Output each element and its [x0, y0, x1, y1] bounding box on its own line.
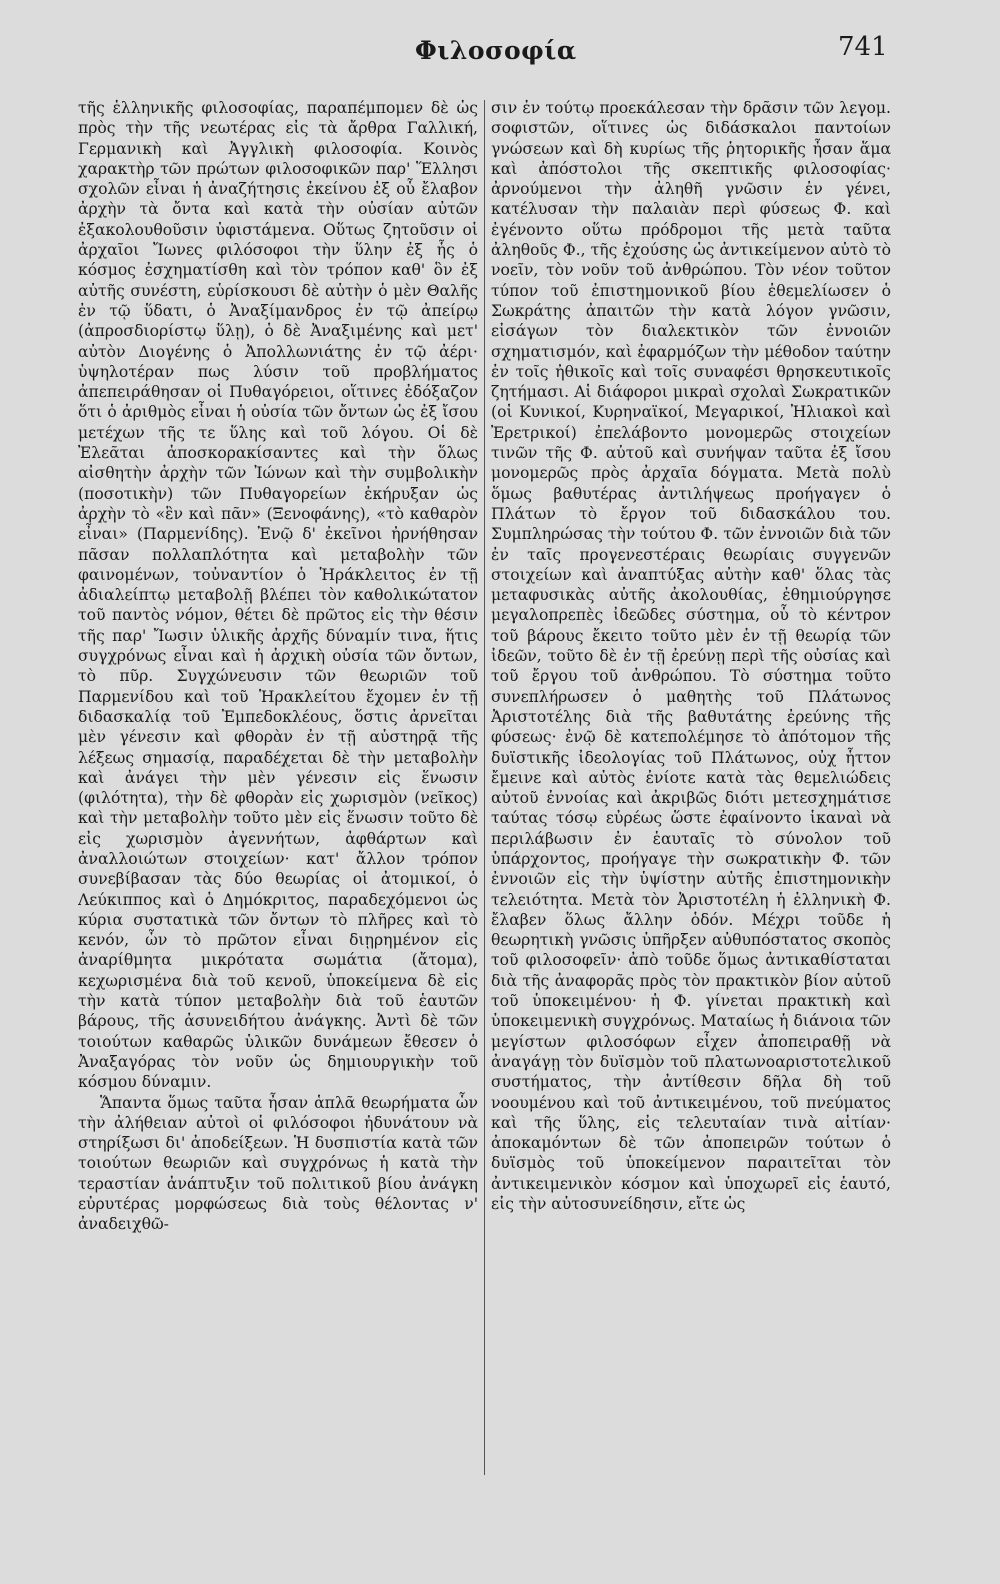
running-head: Φιλοσοφία [415, 36, 577, 65]
right-column [491, 98, 891, 1568]
left-column [78, 98, 478, 1568]
left-paragraph-2: Ἅπαντα ὅμως ταῦτα ἦσαν ἁπλᾶ θεωρήματα ὧν τὴν ἀλήθειαν αὐτοὶ οἱ φιλόσοφοι ἠδυνάτουν νὰ στηρίξωσι δι' ἀποδείξεων. Ἡ δυσπιστία κατὰ τῶν τοιούτων θεωριῶν καὶ συγχρόνως ἡ κατὰ τὴν τεραστίαν ἀνάπτυξιν τοῦ πολιτικοῦ βίου ἀνάγκη εὐρυτέρας μορφώσεως διὰ τοὺς θέλοντας ν' ἀναδειχθῶ- [78, 1093, 478, 1234]
right-paragraph-1: σιν ἐν τούτῳ προεκάλεσαν τὴν δρᾶσιν τῶν λεγομ. σοφιστῶν, οἵτινες ὡς διδάσκαλοι παντοίων γνώσεων καὶ δὴ κυρίως τῆς ῥητορικῆς ἦσαν ἅμα καὶ ἀπόστολοι τῆς σκεπτικῆς φιλοσοφίας· ἀρνούμενοι τὴν ἀληθῆ γνῶσιν ἐν γένει, κατέλυσαν τὴν παλαιὰν περὶ φύσεως Φ. καὶ ἐγένοντο οὕτω πρόδρομοι τῆς μετὰ ταῦτα ἀληθοῦς Φ., τῆς ἐχούσης ὡς ἀντικείμενον αὐτὸ τὸ νοεῖν, τὸν νοῦν τοῦ ἀνθρώπου. Τὸν νέον τοῦτον τύπον τοῦ ἐπιστημονικοῦ βίου ἐθεμελίωσεν ὁ Σωκράτης ἀπαιτῶν τὴν κατὰ λόγον γνῶσιν, εἰσάγων τὸν διαλεκτικὸν τῶν ἐννοιῶν σχηματισμόν, καὶ ἐφαρμόζων τὴν μέθοδον ταύτην ἐν τοῖς ἠθικοῖς καὶ τοῖς συναφέσι θρησκευτικοῖς ζητήμασι. Αἱ διάφοροι μικραὶ σχολαὶ Σωκρατικῶν (οἱ Κυνικοί, Κυρηναϊκοί, Μεγαρικοί, Ἠλιακοὶ καὶ Ἐρετρικοί) ἐπελάβοντο μονομερῶς στοιχείων τινῶν τῆς Φ. αὐτοῦ καὶ συνήψαν ταῦτα ἐξ ἴσου μονομερῶς πρὸς ἀρχαῖα δόγματα. Μετὰ πολὺ ὅμως βαθυτέρας ἀντιλήψεως προήγαγεν ὁ Πλάτων τὸ ἔργον τοῦ διδασκάλου του. Συμπληρώσας τὴν τούτου Φ. τῶν ἐννοιῶν διὰ τῶν ἐν ταῖς προγενεστέραις θεωρίαις συγγενῶν στοιχείων καὶ ἀναπτύξας αὐτὴν καθ' ὅλας τὰς μεταφυσικὰς αὐτῆς ἀκολουθίας, ἐθημιούργησε μεγαλοπρεπὲς ἰδεῶδες σύστημα, οὗ τὸ κέντρον τοῦ βάρους ἔκειτο τοῦτο μὲν ἐν τῇ θεωρίᾳ τῶν ἰδεῶν, τοῦτο δὲ ἐν τῇ ἐρεύνῃ περὶ τῆς οὐσίας καὶ τοῦ ἔργου τοῦ ἀνθρώπου. Τὸ σύστημα τοῦτο συνεπλήρωσεν ὁ μαθητὴς τοῦ Πλάτωνος Ἀριστοτέλης διὰ τῆς βαθυτάτης ἐρεύνης τῆς φύσεως· ἐνῷ δὲ κατεπολέμησε τὸ ἀπότομον τῆς δυϊστικῆς ἰδεολογίας τοῦ Πλάτωνος, οὐχ ἧττον ἔμεινε καὶ αὐτὸς ἐνίοτε κατὰ τὰς θεμελιώδεις αὐτοῦ ἐννοίας καὶ ἀκριβῶς διότι μετεσχημάτισε ταύτας τόσῳ εὐρέως ὥστε ἐφαίνοντο ἱκαναὶ νὰ περιλάβωσιν ἐν ἑαυταῖς τὸ σύνολον τοῦ ὑπάρχοντος, προήγαγε τὴν σωκρατικὴν Φ. τῶν ἐννοιῶν εἰς τὴν ὑψίστην αὐτῆς ἐπιστημονικὴν τελειότητα. Μετὰ τὸν Ἀριστοτέλη ἡ ἑλληνικὴ Φ. ἔλαβεν ὅλως ἄλλην ὁδόν. Μέχρι τοῦδε ἡ θεωρητικὴ γνῶσις ὑπῆρξεν αὐθυπόστατος σκοπὸς τοῦ φιλοσοφεῖν· ἀπὸ τοῦδε ὅμως ἀντικαθίσταται διὰ τῆς ἀναφορᾶς πρὸς τὸν πρακτικὸν βίον αὐτοῦ τοῦ ὑποκειμένου· ἡ Φ. γίνεται πρακτικὴ καὶ ὑποκειμενικὴ συγχρόνως. Ματαίως ἡ διάνοια τῶν μεγίστων φιλοσόφων εἶχεν ἀποπειραθῇ νὰ ἀναγάγῃ τὸν δυϊσμὸν τοῦ πλατωνοαριστοτελικοῦ συστήματος, τὴν ἀντίθεσιν δῆλα δὴ τοῦ νοουμένου καὶ τοῦ ἀντικειμένου, τοῦ πνεύματος καὶ τῆς ὕλης, εἰς τελευταίαν τινὰ αἰτίαν· ἀποκαμόντων δὲ τῶν ἀποπειρῶν τούτων ὁ δυϊσμὸς τοῦ ὑποκείμενον παραιτεῖται τὸν ἀντικειμενικὸν κόσμον καὶ ὑποχωρεῖ εἰς ἑαυτό, εἰς τὴν αὐτοσυνείδησιν, εἴτε ὡς [491, 99, 891, 1214]
column-divider [484, 100, 485, 1475]
page-header [0, 28, 1000, 68]
page-number: 741 [838, 32, 888, 62]
left-paragraph-1: τῆς ἑλληνικῆς φιλοσοφίας, παραπέμπομεν δὲ ὡς πρὸς τὴν τῆς νεωτέρας εἰς τὰ ἄρθρα Γαλλική, Γερμανικὴ καὶ Ἀγγλικὴ φιλοσοφία. Κοινὸς χαρακτὴρ τῶν πρώτων φιλοσοφικῶν παρ' Ἕλλησι σχολῶν εἶναι ἡ ἀναζήτησις ἐκείνου ἐξ οὗ ἔλαβον ἀρχὴν τὰ ὄντα καὶ κατὰ τὴν οὐσίαν αὐτῶν ἐξακολουθοῦσιν ὑφιστάμενα. Οὕτως ζητοῦσιν οἱ ἀρχαῖοι Ἴωνες φιλόσοφοι τὴν ὕλην ἐξ ἧς ὁ κόσμος ἐσχηματίσθη καὶ τὸν τρόπον καθ' ὃν ἐξ αὐτῆς συνέστη, εὑρίσκουσι δὲ αὐτὴν ὁ μὲν Θαλῆς ἐν τῷ ὕδατι, ὁ Ἀναξίμανδρος ἐν τῷ ἀπείρῳ (ἀπροσδιορίστῳ ὕλῃ), ὁ δὲ Ἀναξιμένης καὶ μετ' αὐτὸν Διογένης ὁ Ἀπολλωνιάτης ἐν τῷ ἀέρι· ὑψηλοτέραν πως λύσιν τοῦ προβλήματος ἀπεπειράθησαν οἱ Πυθαγόρειοι, οἵτινες ἐδόξαζον ὅτι ὁ ἀριθμὸς εἶναι ἡ οὐσία τῶν ὄντων ὡς ἐξ ἴσου μετέχων τῆς τε ὕλης καὶ τοῦ λόγου. Οἱ δὲ Ἐλεᾶται ἀποσκορακίσαντες καὶ τὴν ὅλως αἰσθητὴν ἀρχὴν τῶν Ἰώνων καὶ τὴν συμβολικὴν (ποσοτικὴν) τῶν Πυθαγορείων ἐκήρυξαν ὡς ἀρχὴν τὸ «ἓν καὶ πᾶν» (Ξενοφάνης), «τὸ καθαρὸν εἶναι» (Παρμενίδης). Ἐνῷ δ' ἐκεῖνοι ἠρνήθησαν πᾶσαν πολλαπλότητα καὶ μεταβολὴν τῶν φαινομένων, τοὐναντίον ὁ Ἡράκλειτος ἐν τῇ ἀδιαλείπτῳ μεταβολῇ βλέπει τὸν καθολικώτατον τοῦ παντὸς νόμον, θέτει δὲ πρῶτος εἰς τὴν θέσιν τῆς παρ' Ἴωσιν ὑλικῆς ἀρχῆς δύναμίν τινα, ἥτις συγχρόνως εἶναι καὶ ἡ ἀρχικὴ οὐσία τῶν ὄντων, τὸ πῦρ. Συγχώνευσιν τῶν θεωριῶν τοῦ Παρμενίδου καὶ τοῦ Ἡρακλείτου ἔχομεν ἐν τῇ διδασκαλίᾳ τοῦ Ἐμπεδοκλέους, ὅστις ἀρνεῖται μὲν γένεσιν καὶ φθορὰν ἐν τῇ αὐστηρᾷ τῆς λέξεως σημασίᾳ, παραδέχεται δὲ τὴν μεταβολὴν καὶ ἀνάγει τὴν μὲν γένεσιν εἰς ἕνωσιν (φιλότητα), τὴν δὲ φθορὰν εἰς χωρισμὸν (νεῖκος) καὶ τὴν μεταβολὴν τοῦτο μὲν εἰς ἕνωσιν τοῦτο δὲ εἰς χωρισμὸν ἀγεννήτων, ἀφθάρτων καὶ ἀναλλοιώτων στοιχείων· κατ' ἄλλον τρόπον συνεβίβασαν τὰς δύο θεωρίας οἱ ἀτομικοί, ὁ Λεύκιππος καὶ ὁ Δημόκριτος, παραδεχόμενοι ὡς κύρια συστατικὰ τῶν ὄντων τὸ πλῆρες καὶ τὸ κενόν, ὧν τὸ πρῶτον εἶναι διῃρημένον εἰς ἀναρίθμητα μικρότατα σωμάτια (ἄτομα), κεχωρισμένα διὰ τοῦ κενοῦ, ὑποκείμενα δὲ εἰς τὴν κατὰ τύπον μεταβολὴν διὰ τοῦ ἑαυτῶν βάρους, τῆς ἀσυνειδήτου ἀνάγκης. Ἀντὶ δὲ τῶν τοιούτων καθαρῶς ὑλικῶν δυνάμεων ἔθεσεν ὁ Ἀναξαγόρας τὸν νοῦν ὡς δημιουργικὴν τοῦ κόσμου δύναμιν. [78, 99, 478, 1092]
